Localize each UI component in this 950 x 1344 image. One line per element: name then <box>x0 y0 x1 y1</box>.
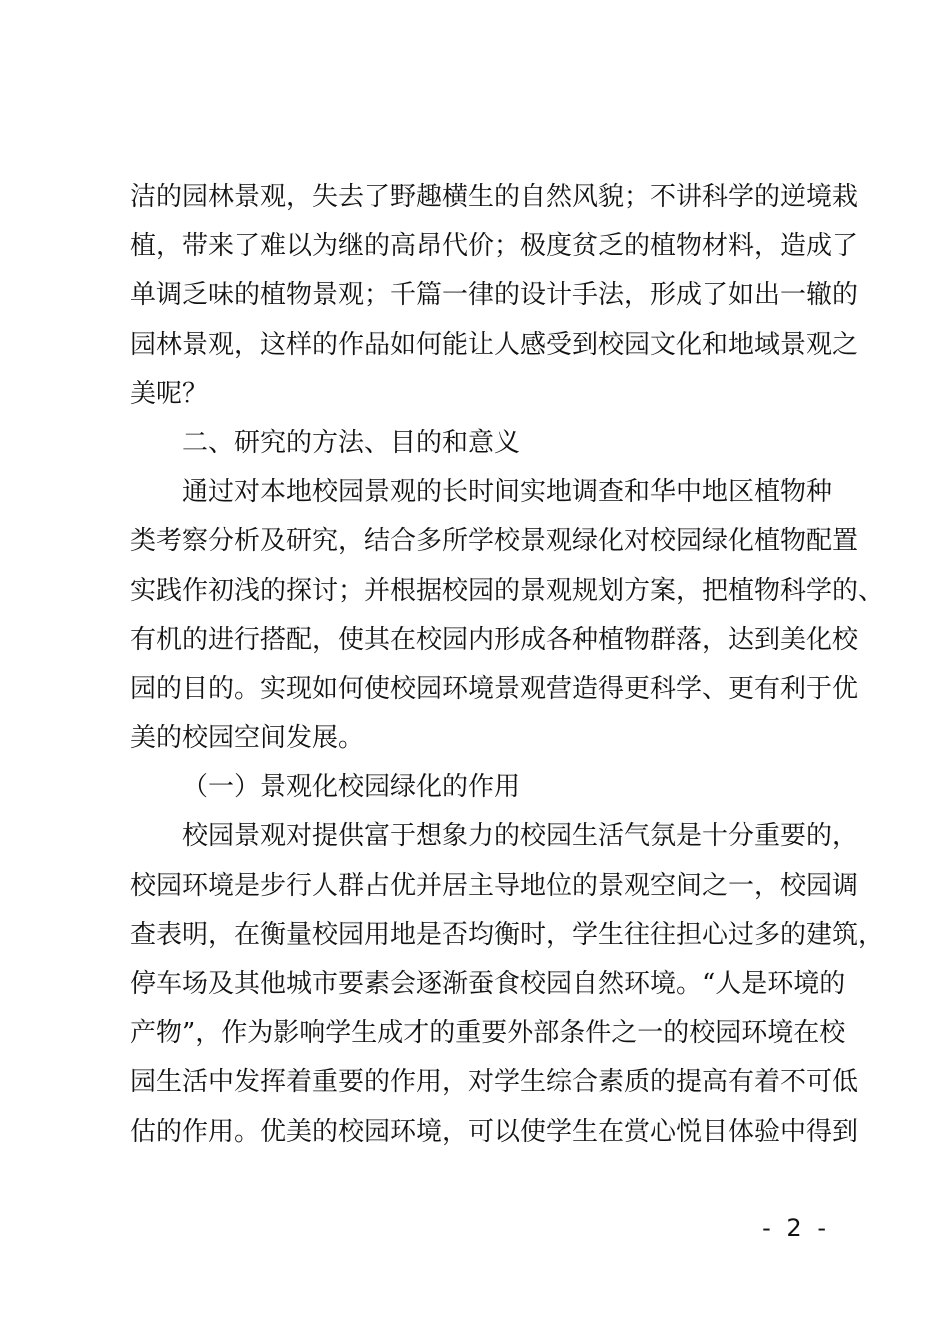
text-line: 园林景观，这样的作品如何能让人感受到校园文化和地域景观之 <box>130 329 859 360</box>
paragraph-methods <box>130 468 885 763</box>
paragraph-continued <box>130 173 859 419</box>
text-line: 植，带来了难以为继的高昂代价；极度贫乏的植物材料，造成了 <box>130 231 859 262</box>
page-number: - 2 - <box>762 1214 830 1242</box>
text-line: 有机的进行搭配，使其在校园内形成各种植物群落，达到美化校 <box>130 624 859 655</box>
text-line: 园生活中发挥着重要的作用，对学生综合素质的提高有着不可低 <box>130 1067 859 1098</box>
text-line: 洁的园林景观，失去了野趣横生的自然风貌；不讲科学的逆境栽 <box>130 182 859 212</box>
text-line: 单调乏味的植物景观；千篇一律的设计手法，形成了如出一辙的 <box>130 280 859 311</box>
text-line: 停车场及其他城市要素会逐渐蚕食校园自然环境。“人是环境的 <box>130 969 846 999</box>
text-line: 校园环境是步行人群占优并居主导地位的景观空间之一，校园调 <box>130 870 859 901</box>
text-line: 查表明，在衡量校园用地是否均衡时，学生往往担心过多的建筑， <box>130 919 885 950</box>
text-line: 类考察分析及研究，结合多所学校景观绿化对校园绿化植物配置 <box>130 526 859 557</box>
document-body <box>130 173 885 1157</box>
text-line: 美的校园空间发展。 <box>130 723 365 754</box>
text-line: 产物”，作为影响学生成才的重要外部条件之一的校园环境在校 <box>130 1018 846 1049</box>
text-line: 美呢？ <box>130 378 209 409</box>
section-heading: 二、研究的方法、目的和意义 <box>182 427 521 458</box>
subsection-heading: （一）景观化校园绿化的作用 <box>182 772 521 803</box>
text-line: 实践作初浅的探讨；并根据校园的景观规划方案，把植物科学的、 <box>130 575 885 606</box>
paragraph-campus-landscape <box>130 812 885 1156</box>
text-line: 园的目的。实现如何使校园环境景观营造得更科学、更有利于优 <box>130 673 859 704</box>
text-line: 通过对本地校园景观的长时间实地调查和华中地区植物种 <box>182 477 833 508</box>
text-line: 校园景观对提供富于想象力的校园生活气氛是十分重要的， <box>182 821 859 852</box>
text-line: 估的作用。优美的校园环境，可以使学生在赏心悦目体验中得到 <box>130 1116 859 1147</box>
